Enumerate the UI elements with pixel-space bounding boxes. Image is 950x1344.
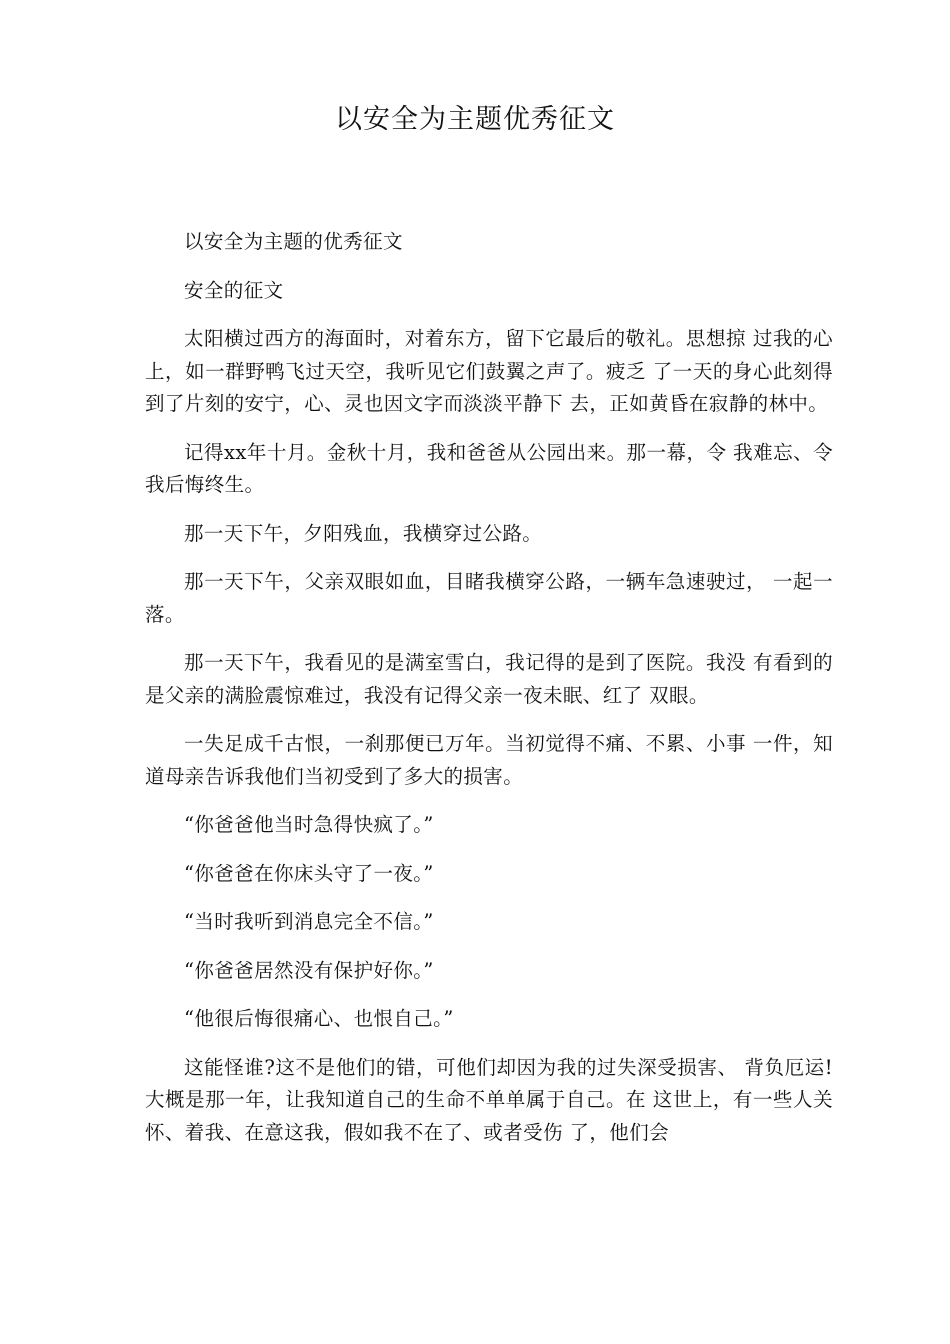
paragraph: 太阳横过西方的海面时，对着东方，留下它最后的敬礼。思想掠 过我的心上，如一群野鸭飞过天空，我听见它们鼓翼之声了。疲乏 了一天的身心此刻得到了片刻的安宁，心、灵也因文字而淡淡平静下 去，正如黄昏在寂静的林中。 xyxy=(145,327,833,415)
paragraph: 那一天下午，夕阳残血，我横穿过公路。 xyxy=(184,521,543,545)
paragraph: 一失足成千古恨，一刹那便已万年。当初觉得不痛、不累、小事 一件，知道母亲告诉我他们当初受到了多大的损害。 xyxy=(145,732,833,788)
paragraph-heading: 安全的征文 xyxy=(184,278,284,302)
paragraph: 那一天下午，父亲双眼如血，目睹我横穿公路，一辆车急速驶过， 一起一落。 xyxy=(145,570,833,626)
quote-paragraph: “当时我听到消息完全不信。” xyxy=(184,910,434,933)
paragraph: 记得xx年十月。金秋十月，我和爸爸从公园出来。那一幕，令 我难忘、令我后悔终生。 xyxy=(145,440,833,496)
document-body xyxy=(145,226,833,1165)
paragraph: 那一天下午，我看见的是满室雪白，我记得的是到了医院。我没 有看到的是父亲的满脸震惊难过，我没有记得父亲一夜未眠、红了 双眼。 xyxy=(145,651,833,707)
quote-paragraph: “你爸爸在你床头守了一夜。” xyxy=(184,861,434,885)
paragraph: 这能怪谁?这不是他们的错，可他们却因为我的过失深受损害、 背负厄运!大概是那一年，让我知道自己的生命不单单属于自己。在 这世上，有一些人关怀、着我、在意这我，假如我不在了、或者受伤 了，他们会 xyxy=(145,1055,833,1144)
paragraph-subtitle: 以安全为主题的优秀征文 xyxy=(184,230,403,253)
quote-paragraph: “你爸爸他当时急得快疯了。” xyxy=(184,813,434,836)
quote-paragraph: “他很后悔很痛心、也恨自己。” xyxy=(184,1007,454,1030)
quote-paragraph: “你爸爸居然没有保护好你。” xyxy=(184,958,434,982)
document-title: 以安全为主题优秀征文 xyxy=(335,104,615,135)
